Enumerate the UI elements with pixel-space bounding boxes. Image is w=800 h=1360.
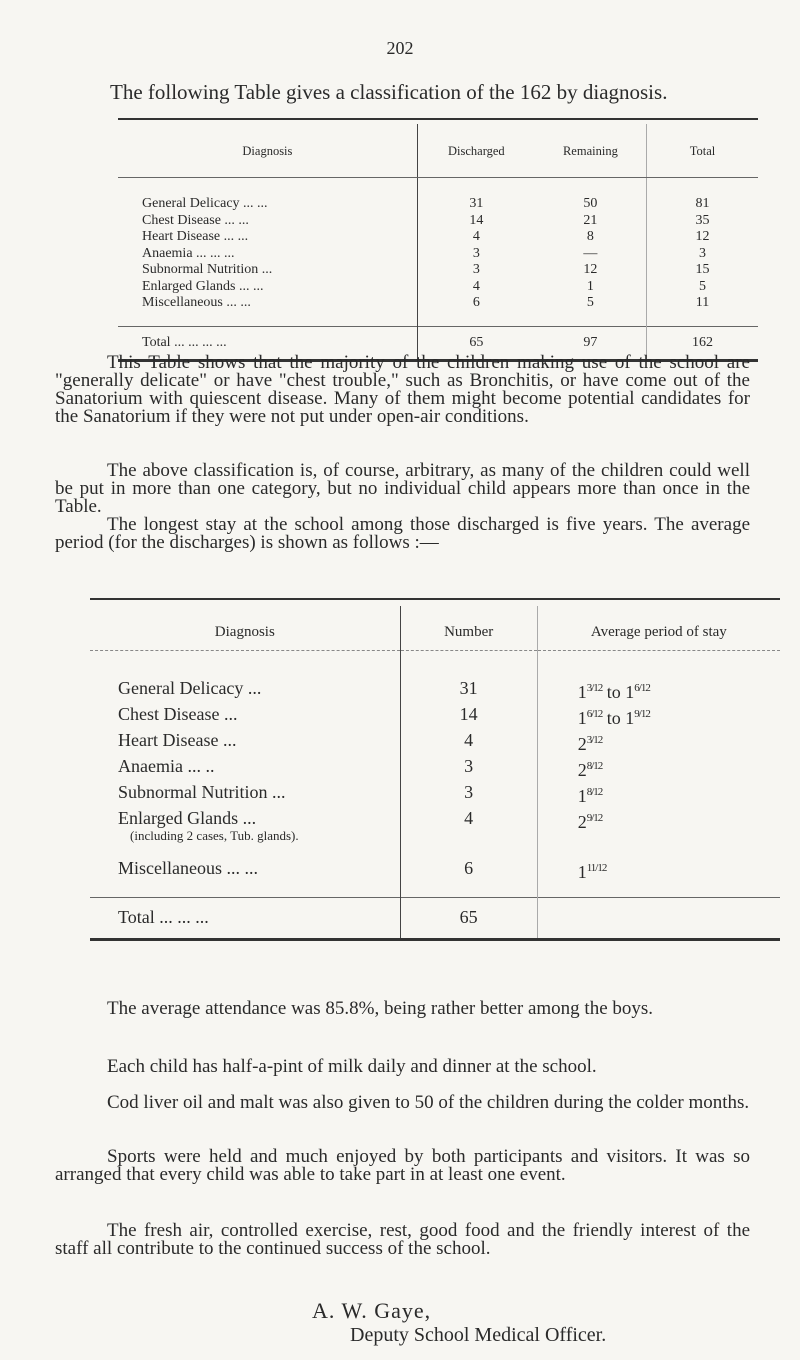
paragraph-sports: Sports were held and much enjoyed by both participants and visitors. It was so arranged that every child was able to take part in at least one event.	[55, 1146, 750, 1185]
cell-number: 4	[400, 729, 537, 755]
header-diagnosis: Diagnosis	[90, 606, 400, 651]
cell-average	[537, 651, 780, 704]
cell-remaining: 12	[583, 262, 598, 277]
header-diagnosis: Diagnosis	[118, 124, 417, 178]
header-average-period: Average period of stay	[537, 606, 780, 651]
signature-name: A. W. Gaye,	[312, 1298, 432, 1323]
diagnosis-note: (including 2 cases, Tub. glands).	[130, 828, 299, 843]
paragraph-longest-stay: The longest stay at the school among those discharged is five years. The average period (for the discharges) is shown as follows :—	[55, 514, 750, 553]
table-row	[118, 246, 758, 263]
total-number: 65	[400, 898, 537, 940]
header-discharged: Discharged	[417, 124, 535, 178]
cell-diagnosis: Miscellaneous ... ...	[142, 295, 251, 310]
cell-number: 31	[400, 651, 537, 704]
paragraph-cod-liver-oil: Cod liver oil and malt was also given to 50 of the children during the colder months.	[107, 1092, 750, 1113]
cell-diagnosis: Subnormal Nutrition ...	[118, 782, 286, 802]
cell-diagnosis: Subnormal Nutrition ...	[142, 262, 273, 277]
table-row	[118, 279, 758, 296]
cell-total: 35	[646, 213, 758, 230]
cell-number: 6	[400, 843, 537, 898]
paragraph-attendance: The average attendance was 85.8%, being rather better among the boys.	[107, 998, 654, 1019]
cell-total: 12	[646, 229, 758, 246]
cell-remaining: 5	[586, 295, 594, 310]
avg-whole: 2	[577, 734, 587, 754]
intro-text: The following Table gives a classification of the 162 by diagnosis.	[110, 80, 668, 104]
cell-number: 3	[400, 781, 537, 807]
table-row	[118, 213, 758, 230]
cell-diagnosis: Anaemia ... ... ...	[142, 245, 235, 261]
cell-discharged: 31	[417, 178, 535, 213]
cell-discharged: 3	[417, 246, 535, 263]
avg-fraction: 3/12	[586, 734, 603, 746]
cell-remaining: 21	[583, 212, 598, 228]
header-total: Total	[646, 124, 758, 178]
total-discharged: 65	[417, 326, 535, 361]
diagnosis-label: Enlarged Glands ...	[118, 808, 257, 828]
signature-title: Deputy School Medical Officer.	[350, 1324, 607, 1346]
avg-range-to: to 1	[602, 682, 635, 702]
cell-average	[537, 755, 780, 781]
cell-average	[537, 807, 780, 843]
paragraph-classification: The above classification is, of course, arbitrary, as many of the children could well be put in more than one category, but no individual child appears more than once in the Table.	[55, 460, 750, 517]
total-row	[90, 898, 780, 940]
total-remaining: 97	[535, 326, 647, 361]
cell-remaining: 8	[586, 229, 594, 244]
cell-total: 15	[646, 262, 758, 279]
cell-number: 14	[400, 703, 537, 729]
cell-total: 81	[646, 178, 758, 213]
cell-discharged: 4	[417, 229, 535, 246]
total-total: 162	[646, 326, 758, 361]
avg-fraction: 3/12	[586, 682, 603, 694]
table-row	[90, 651, 780, 704]
avg-whole: 2	[577, 812, 587, 832]
cell-diagnosis: General Delicacy ... ...	[142, 196, 268, 211]
cell-discharged: 14	[417, 213, 535, 230]
table2-top-rule	[90, 598, 780, 600]
avg-whole: 1	[577, 708, 587, 728]
cell-diagnosis: Miscellaneous ... ...	[118, 858, 258, 878]
cell-total: 11	[646, 295, 758, 326]
page-number: 202	[386, 38, 414, 58]
avg-fraction: 8/12	[586, 786, 603, 798]
cell-diagnosis: General Delicacy ...	[118, 678, 262, 698]
cell-diagnosis: Anaemia ... ..	[118, 756, 215, 776]
cell-discharged: 3	[417, 262, 535, 279]
cell-diagnosis: Enlarged Glands ... ...	[142, 278, 264, 294]
cell-number: 3	[400, 755, 537, 781]
avg-fraction: 9/12	[586, 812, 603, 824]
cell-diagnosis: Chest Disease ... ...	[142, 212, 249, 228]
cell-total: 3	[646, 246, 758, 263]
cell-average	[537, 843, 780, 898]
average-stay-table	[90, 606, 780, 941]
avg-range-to: to 1	[602, 708, 635, 728]
cell-number: 4	[400, 807, 537, 843]
avg-whole: 1	[577, 682, 587, 702]
cell-average	[537, 729, 780, 755]
paragraph-milk: Each child has half-a-pint of milk daily and dinner at the school.	[107, 1056, 597, 1077]
cell-average	[537, 703, 780, 729]
avg-range-fraction: 9/12	[634, 708, 650, 720]
table-row	[90, 703, 780, 729]
table-row	[118, 262, 758, 279]
cell-diagnosis: Heart Disease ...	[118, 730, 237, 750]
cell-remaining: 50	[583, 196, 598, 211]
avg-fraction: 6/12	[586, 708, 603, 720]
cell-discharged: 6	[417, 295, 535, 326]
cell-diagnosis: Chest Disease ...	[118, 704, 238, 724]
avg-whole: 1	[577, 786, 587, 806]
table1-top-rule	[118, 118, 758, 120]
table-row	[90, 781, 780, 807]
table-row	[90, 843, 780, 898]
table-row	[90, 807, 780, 843]
avg-range-fraction: 6/12	[634, 682, 650, 694]
table-row	[118, 178, 758, 213]
table-row	[118, 229, 758, 246]
avg-whole: 2	[577, 760, 587, 780]
table-row	[90, 755, 780, 781]
cell-remaining: —	[583, 245, 598, 261]
cell-diagnosis	[90, 807, 400, 843]
table-row	[90, 729, 780, 755]
cell-total: 5	[646, 279, 758, 296]
avg-fraction: 11/12	[586, 862, 607, 874]
table-row	[118, 295, 758, 326]
cell-average	[537, 781, 780, 807]
total-average	[537, 898, 780, 940]
total-label: Total ... ... ... ...	[118, 326, 417, 361]
paragraph-majority: This Table shows that the majority of the children making use of the school are "generally delicate" or have "chest trouble," such as Bronchitis, or have come out of the Sanatorium with quiescent disease. Many of them might become potential candidates for the Sanatorium if they were not put under open-air conditions.	[55, 352, 750, 427]
diagnosis-classification-table	[118, 124, 758, 362]
avg-whole: 1	[577, 862, 587, 882]
header-number: Number	[400, 606, 537, 651]
cell-remaining: 1	[586, 278, 594, 294]
total-label: Total ... ... ...	[90, 898, 400, 940]
header-remaining: Remaining	[535, 124, 647, 178]
avg-fraction: 8/12	[586, 760, 603, 772]
cell-discharged: 4	[417, 279, 535, 296]
paragraph-fresh-air: The fresh air, controlled exercise, rest, good food and the friendly interest of the staff all contribute to the continued success of the school.	[55, 1220, 750, 1259]
cell-diagnosis: Heart Disease ... ...	[142, 229, 249, 244]
